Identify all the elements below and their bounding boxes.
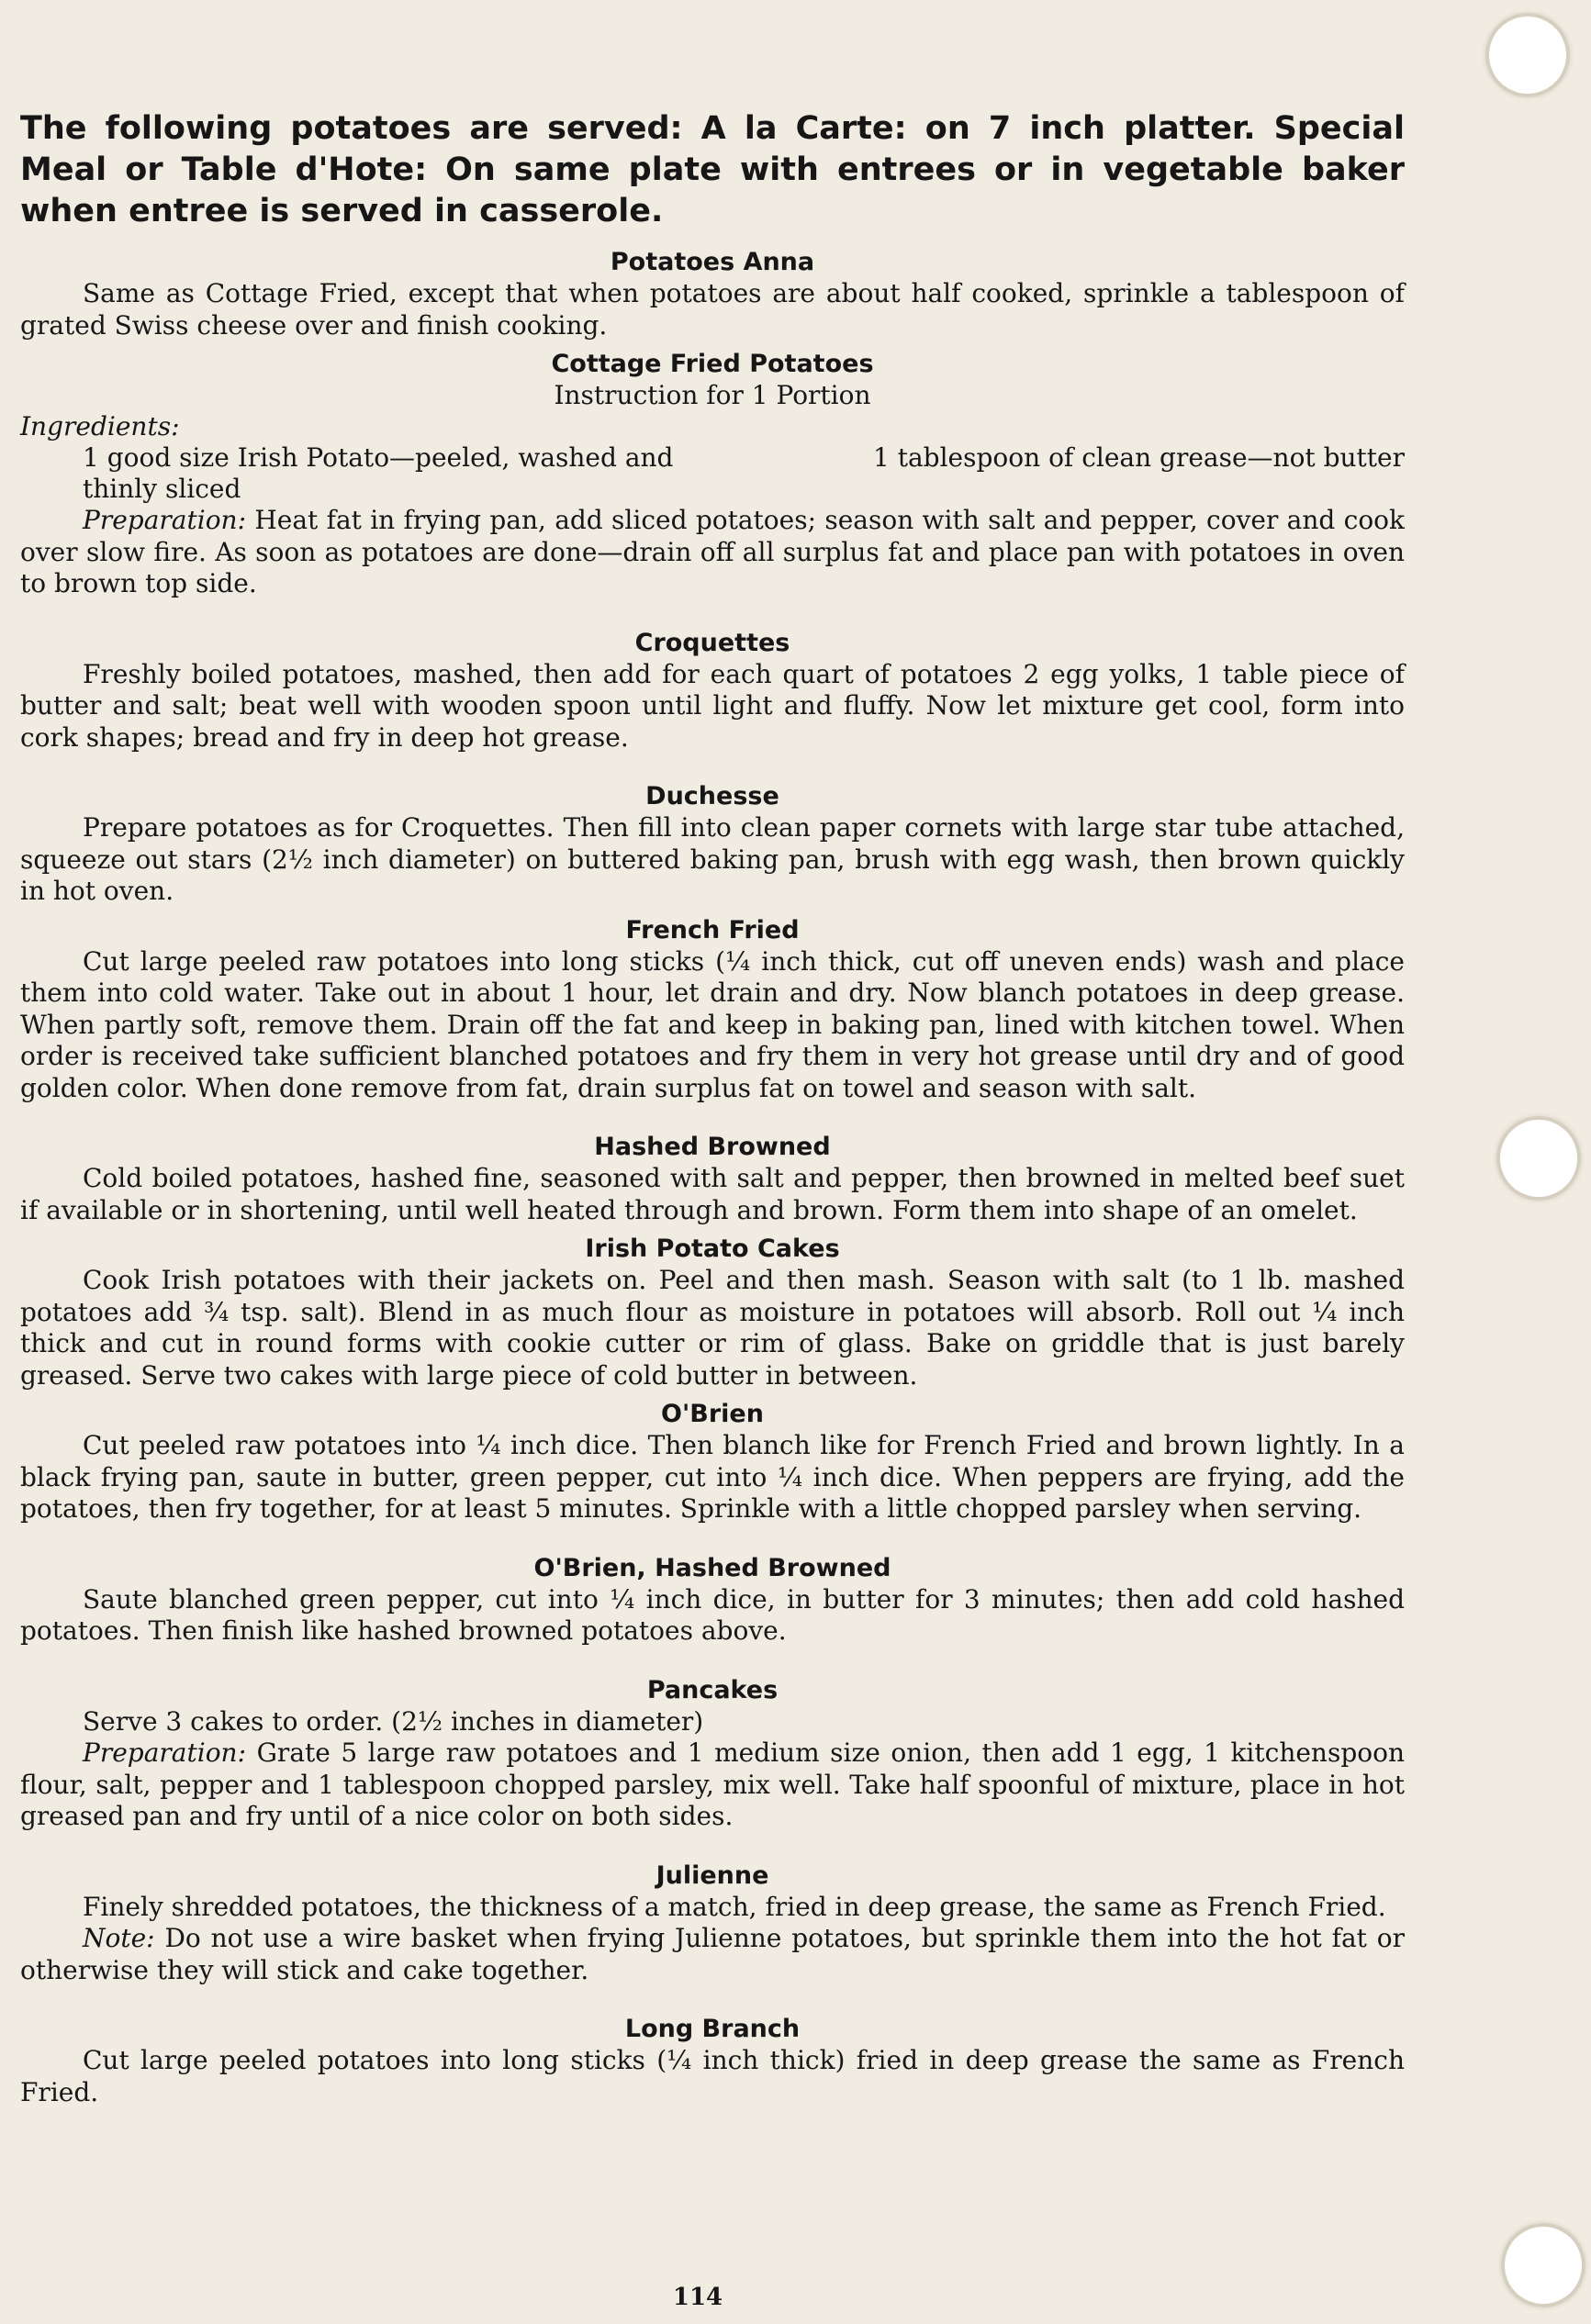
section-text: Same as Cottage Fried, except that when potatoes are about half cooked, sprinkle a tablespoon of grated Swiss cheese over and finish cooking.	[20, 278, 1405, 341]
section-title: Cottage Fried Potatoes	[551, 350, 874, 378]
section-text: Cut large peeled raw potatoes into long sticks (¼ inch thick, cut off uneven ends) wash and place them into cold water. Take out in about 1 hour, let drain and dry. Now blanch potatoes in deep grease. When partly soft, remove them. Drain off the fat and keep in baking pan, lined with kitchen towel. When order is received take sufficient blanched potatoes and fry them in very hot grease until dry and of good golden color. When done remove from fat, drain surplus fat on towel and season with salt.	[20, 945, 1405, 1103]
section-title: O'Brien	[661, 1400, 764, 1428]
preparation-body: Grate 5 large raw potatoes and 1 medium size onion, then add 1 egg, 1 kitchenspoon flour, salt, pepper and 1 tablespoon chopped parsley, mix well. Take half spoonful of mixture, place in hot greased pan and fry until of a nice color on both sides.	[20, 1737, 1405, 1831]
ingredients-label: Ingredients:	[20, 411, 180, 441]
section-title: Pancakes	[646, 1675, 779, 1704]
page-content	[20, 108, 1405, 2108]
section-obrien	[20, 1399, 1405, 1525]
ingredient-item: 1 good size Irish Potato—peeled, washed and thinly sliced	[83, 442, 674, 504]
preparation-label: Preparation:	[83, 505, 247, 535]
section-french-fried	[20, 915, 1405, 1105]
section-text: Freshly boiled potatoes, mashed, then add for each quart of potatoes 2 egg yolks, 1 table piece of butter and salt; beat well with wooden spoon until light and fluffy. Now let mixture get cool, form into cork shapes; bread and fry in deep hot grease.	[20, 658, 1405, 753]
section-text: Serve 3 cakes to order. (2½ inches in diameter)	[83, 1705, 704, 1737]
intro-paragraph: The following potatoes are served: A la Carte: on 7 inch platter. Special Meal or Table d'Hote: On same plate with entrees or in vegetable baker when entree is served in casserole.	[20, 110, 1405, 229]
punch-hole	[1496, 1116, 1581, 1201]
section-title: French Fried	[625, 915, 800, 944]
section-hashed-browned	[20, 1132, 1405, 1226]
section-text: Prepare potatoes as for Croquettes. Then fill into clean paper cornets with large star tube attached, squeeze out stars (2½ inch diameter) on buttered baking pan, brush with egg wash, then brown quickly in hot oven.	[20, 812, 1405, 906]
section-julienne	[20, 1860, 1405, 1987]
section-text: Saute blanched green pepper, cut into ¼ inch dice, in butter for 3 minutes; then add cold hashed potatoes. Then finish like hashed browned potatoes above.	[20, 1583, 1405, 1646]
section-title: Potatoes Anna	[610, 248, 815, 276]
note-label: Note:	[83, 1923, 155, 1953]
section-potatoes-anna	[20, 247, 1405, 341]
section-obrien-hashed-browned	[20, 1553, 1405, 1648]
section-long-branch	[20, 2014, 1405, 2108]
section-text: Cook Irish potatoes with their jackets on. Peel and then mash. Season with salt (to 1 lb. mashed potatoes add ¾ tsp. salt). Blend in as much flour as moisture in potatoes will absorb. Roll out ¼ inch thick and cut in round forms with cookie cutter or rim of glass. Bake on griddle that is just barely greased. Serve two cakes with large piece of cold butter in between.	[20, 1265, 1405, 1391]
preparation-text	[20, 1737, 1405, 1833]
punch-hole	[1485, 13, 1570, 97]
preparation-body: Heat fat in frying pan, add sliced potatoes; season with salt and pepper, cover and cook over slow fire. As soon as potatoes are done—drain off all surplus fat and place pan with potatoes in oven to brown top side.	[20, 505, 1406, 598]
section-irish-potato-cakes	[20, 1234, 1405, 1391]
section-title: Long Branch	[624, 2015, 801, 2043]
section-text: Cut large peeled potatoes into long sticks (¼ inch thick) fried in deep grease the same as French Fried.	[20, 2045, 1405, 2107]
section-subtitle: Instruction for 1 Portion	[554, 380, 871, 410]
punch-hole	[1501, 2223, 1585, 2307]
section-title: Hashed Browned	[594, 1133, 831, 1161]
section-text: Finely shredded potatoes, the thickness of a match, fried in deep grease, the same as French Fried.	[83, 1891, 1386, 1922]
preparation-text	[20, 505, 1405, 600]
section-title: Irish Potato Cakes	[585, 1235, 840, 1263]
ingredients-list	[20, 442, 1405, 505]
note-text	[20, 1923, 1405, 1986]
section-croquettes	[20, 628, 1405, 754]
preparation-label: Preparation:	[83, 1737, 247, 1768]
section-title: Duchesse	[645, 782, 779, 810]
section-cottage-fried	[20, 349, 1405, 600]
note-body: Do not use a wire basket when frying Julienne potatoes, but sprinkle them into the hot fat or otherwise they will stick and cake together.	[20, 1923, 1405, 1985]
section-title: O'Brien, Hashed Browned	[533, 1553, 891, 1582]
section-title: Julienne	[655, 1860, 769, 1890]
section-title: Croquettes	[634, 628, 790, 657]
section-duchesse	[20, 781, 1405, 908]
section-pancakes	[20, 1675, 1405, 1833]
page-number: 114	[672, 2284, 723, 2311]
ingredient-item: 1 tablespoon of clean grease—not butter	[873, 442, 1405, 473]
section-text: Cold boiled potatoes, hashed fine, seasoned with salt and pepper, then browned in melted beef suet if available or in shortening, until well heated through and brown. Form them into shape of an omelet.	[20, 1163, 1405, 1225]
section-text: Cut peeled raw potatoes into ¼ inch dice. Then blanch like for French Fried and brown lightly. In a black frying pan, saute in butter, green pepper, cut into ¼ inch dice. When peppers are frying, add the potatoes, then fry together, for at least 5 minutes. Sprinkle with a little chopped parsley when serving.	[20, 1430, 1405, 1524]
